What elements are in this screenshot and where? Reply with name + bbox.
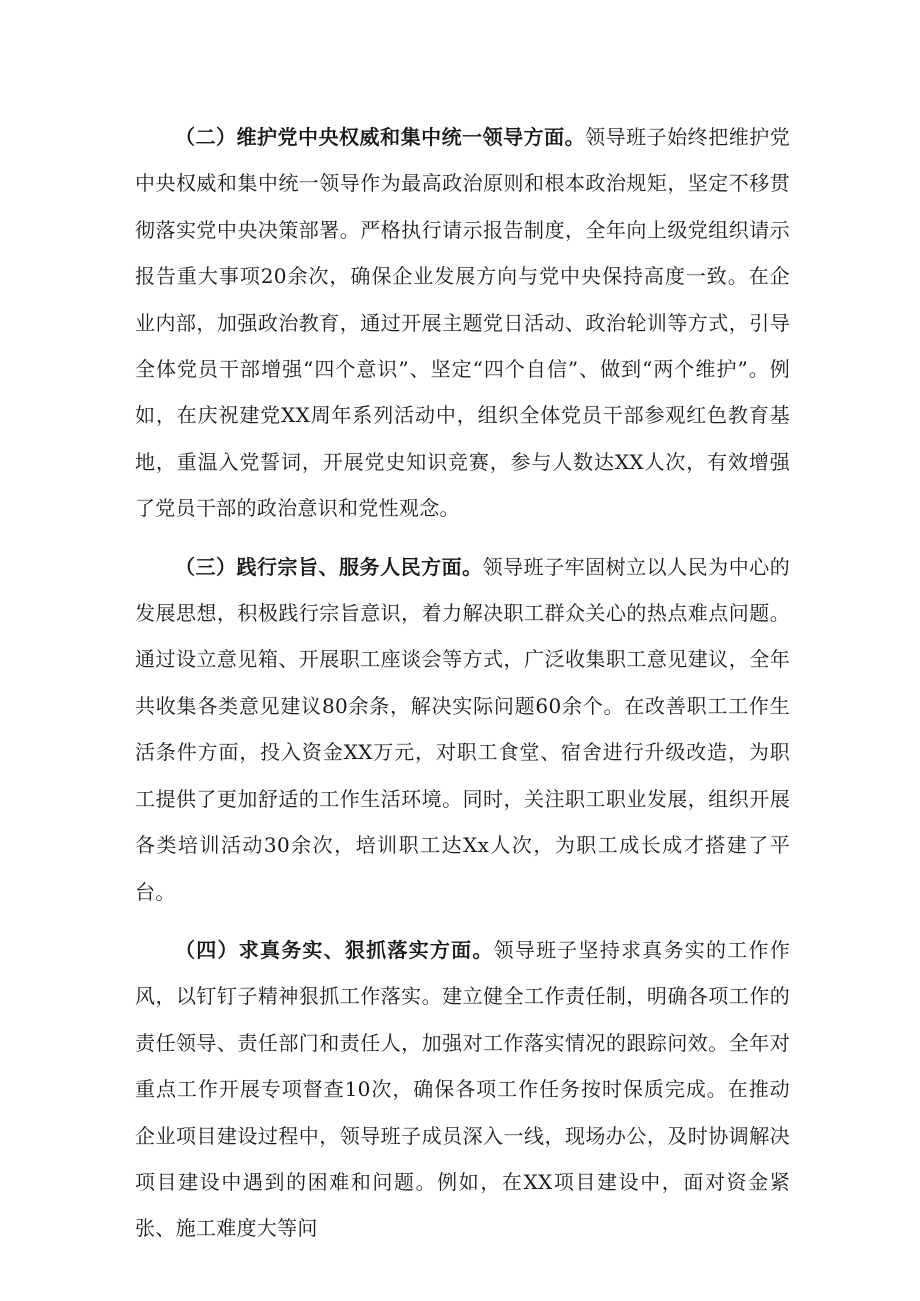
paragraph-3	[135, 544, 790, 915]
section-heading: （三）践行宗旨、服务人民方面。	[175, 554, 483, 579]
paragraph-4	[135, 927, 790, 1252]
paragraph-text: 领导班子坚持求真务实的工作作风，以钉钉子精神狠抓工作落实。建立健全工作责任制，明确各项工作的责任领导、责任部门和责任人，加强对工作落实情况的跟踪问效。全年对重点工作开展专项督查10次，确保各项工作任务按时保质完成。在推动企业项目建设过程中，领导班子成员深入一线，现场办公，及时协调解决项目建设中遇到的困难和问题。例如，在XX项目建设中，面对资金紧张、施工难度大等问	[135, 937, 791, 1241]
paragraph-text: 领导班子牢固树立以人民为中心的发展思想，积极践行宗旨意识，着力解决职工群众关心的热点难点问题。通过设立意见箱、开展职工座谈会等方式，广泛收集职工意见建议，全年共收集各类意见建议80余条，解决实际问题60余个。在改善职工工作生活条件方面，投入资金XX万元，对职工食堂、宿舍进行升级改造，为职工提供了更加舒适的工作生活环境。同时，关注职工职业发展，组织开展各类培训活动30余次，培训职工达Xx人次，为职工成长成才搭建了平台。	[135, 554, 791, 904]
paragraph-2	[135, 114, 790, 532]
paragraph-text: 领导班子始终把维护党中央权威和集中统一领导作为最高政治原则和根本政治规矩，坚定不移贯彻落实党中央决策部署。严格执行请示报告制度，全年向上级党组织请示报告重大事项20余次，确保企业发展方向与党中央保持高度一致。在企业内部，加强政治教育，通过开展主题党日活动、政治轮训等方式，引导全体党员干部增强“四个意识”、坚定“四个自信”、做到“两个维护”。例如，在庆祝建党XX周年系列活动中，组织全体党员干部参观红色教育基地，重温入党誓词，开展党史知识竞赛，参与人数达XX人次，有效增强了党员干部的政治意识和党性观念。	[135, 125, 791, 521]
section-heading: （二）维护党中央权威和集中统一领导方面。	[175, 125, 586, 149]
document-page	[135, 114, 790, 1264]
section-heading: （四）求真务实、狠抓落实方面。	[175, 937, 494, 962]
